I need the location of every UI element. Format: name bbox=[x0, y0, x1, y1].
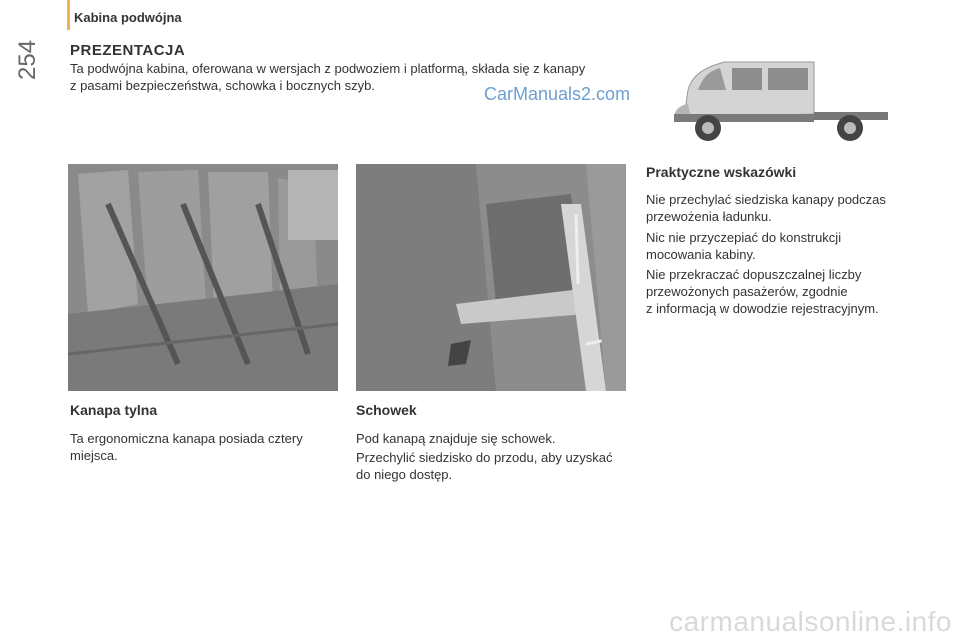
tip-3-line-2: przewożonych pasażerów, zgodnie bbox=[646, 284, 848, 299]
storage-text-1: Pod kanapą znajduje się schowek. bbox=[356, 431, 556, 446]
storage-text-2-line-2: do niego dostęp. bbox=[356, 467, 453, 482]
watermark-carmanualsonline: carmanualsonline.info bbox=[669, 606, 952, 637]
rear-bench-seat-photo bbox=[68, 164, 338, 391]
heading-practical-tips: Praktyczne wskazówki bbox=[646, 164, 797, 180]
heading-rear-bench: Kanapa tylna bbox=[70, 402, 158, 418]
page-number: 254 bbox=[14, 39, 41, 80]
running-head: Kabina podwójna bbox=[74, 10, 182, 25]
rear-bench-line-1: Ta ergonomiczna kanapa posiada cztery bbox=[70, 431, 303, 446]
section-title: PREZENTACJA bbox=[70, 42, 186, 59]
tip-3-line-3: z informacją w dowodzie rejestracyjnym. bbox=[646, 301, 879, 316]
storage-text-2 bbox=[356, 449, 636, 483]
intro-line-1: Ta podwójna kabina, oferowana w wersjach z podwoziem i platformą, składa się z kanapy bbox=[70, 61, 586, 76]
tip-1-line-1: Nie przechylać siedziska kanapy podczas bbox=[646, 192, 886, 207]
tip-2-line-1: Nic nie przyczepiać do konstrukcji bbox=[646, 230, 842, 245]
double-cab-van-illustration bbox=[664, 56, 892, 148]
rear-bench-text bbox=[70, 430, 340, 464]
tip-1-line-2: przewożenia ładunku. bbox=[646, 209, 772, 224]
tip-3 bbox=[646, 266, 946, 317]
tip-2-line-2: mocowania kabiny. bbox=[646, 247, 756, 262]
watermark-carmanuals2: CarManuals2.com bbox=[484, 84, 631, 104]
tip-1 bbox=[646, 191, 946, 225]
heading-storage: Schowek bbox=[356, 402, 417, 418]
under-seat-storage-photo bbox=[356, 164, 626, 391]
tip-2 bbox=[646, 229, 946, 263]
tip-3-line-1: Nie przekraczać dopuszczalnej liczby bbox=[646, 267, 862, 282]
storage-text-2-line-1: Przechylić siedzisko do przodu, aby uzyskać bbox=[356, 450, 613, 465]
intro-line-2: z pasami bezpieczeństwa, schowka i bocznych szyb. bbox=[70, 78, 375, 93]
rear-bench-line-2: miejsca. bbox=[70, 448, 118, 463]
header-accent-bar bbox=[67, 0, 70, 30]
